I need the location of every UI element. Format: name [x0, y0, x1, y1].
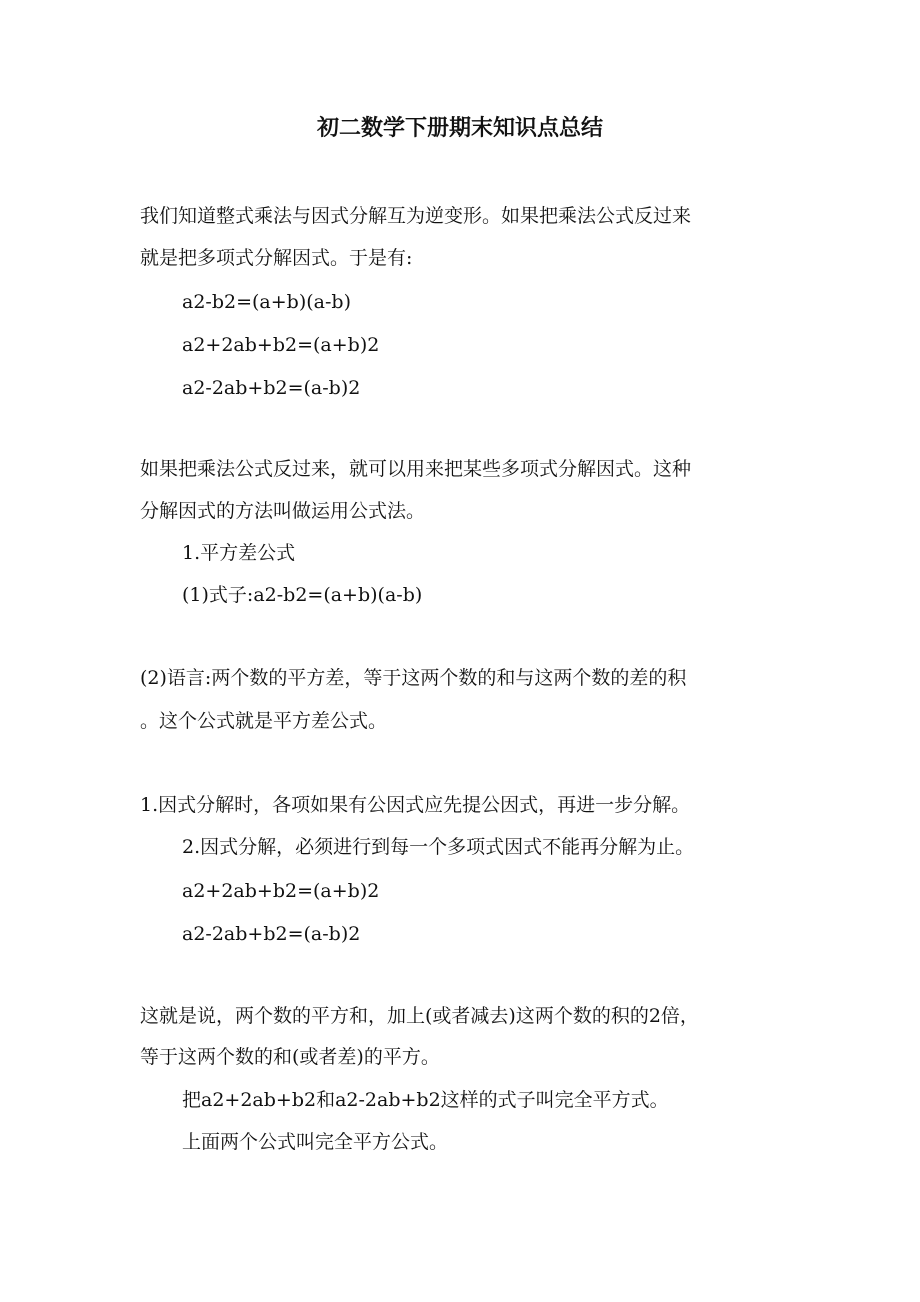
formula-line: a2-b2=(a+b)(a-b)	[182, 291, 351, 313]
formula-line: (1)式子:a2-b2=(a+b)(a-b)	[182, 584, 423, 606]
paragraph-line: 等于这两个数的和(或者差)的平方。	[140, 1046, 440, 1068]
paragraph-line: 我们知道整式乘法与因式分解互为逆变形。如果把乘法公式反过来	[140, 205, 692, 227]
paragraph-line: 就是把多项式分解因式。于是有:	[140, 247, 413, 269]
document-title: 初二数学下册期末知识点总结	[316, 115, 603, 141]
paragraph-line: 把a2+2ab+b2和a2-2ab+b2这样的式子叫完全平方式。	[182, 1089, 669, 1111]
formula-line: a2-2ab+b2=(a-b)2	[182, 377, 361, 399]
formula-line: a2+2ab+b2=(a+b)2	[182, 334, 380, 356]
paragraph-line: 上面两个公式叫完全平方公式。	[182, 1131, 449, 1153]
paragraph-line: (2)语言:两个数的平方差，等于这两个数的和与这两个数的差的积	[140, 667, 687, 689]
formula-line: a2+2ab+b2=(a+b)2	[182, 880, 380, 902]
formula-line: a2-2ab+b2=(a-b)2	[182, 923, 361, 945]
paragraph-line: 1.因式分解时，各项如果有公因式应先提公因式，再进一步分解。	[140, 794, 691, 816]
paragraph-line: 分解因式的方法叫做运用公式法。	[140, 500, 426, 522]
paragraph-line: 。这个公式就是平方差公式。	[140, 710, 388, 732]
section-heading: 1.平方差公式	[182, 542, 296, 564]
paragraph-line: 如果把乘法公式反过来，就可以用来把某些多项式分解因式。这种	[140, 458, 692, 480]
paragraph-line: 2.因式分解，必须进行到每一个多项式因式不能再分解为止。	[182, 836, 695, 858]
paragraph-line: 这就是说，两个数的平方和，加上(或者减去)这两个数的积的2倍，	[140, 1005, 699, 1027]
